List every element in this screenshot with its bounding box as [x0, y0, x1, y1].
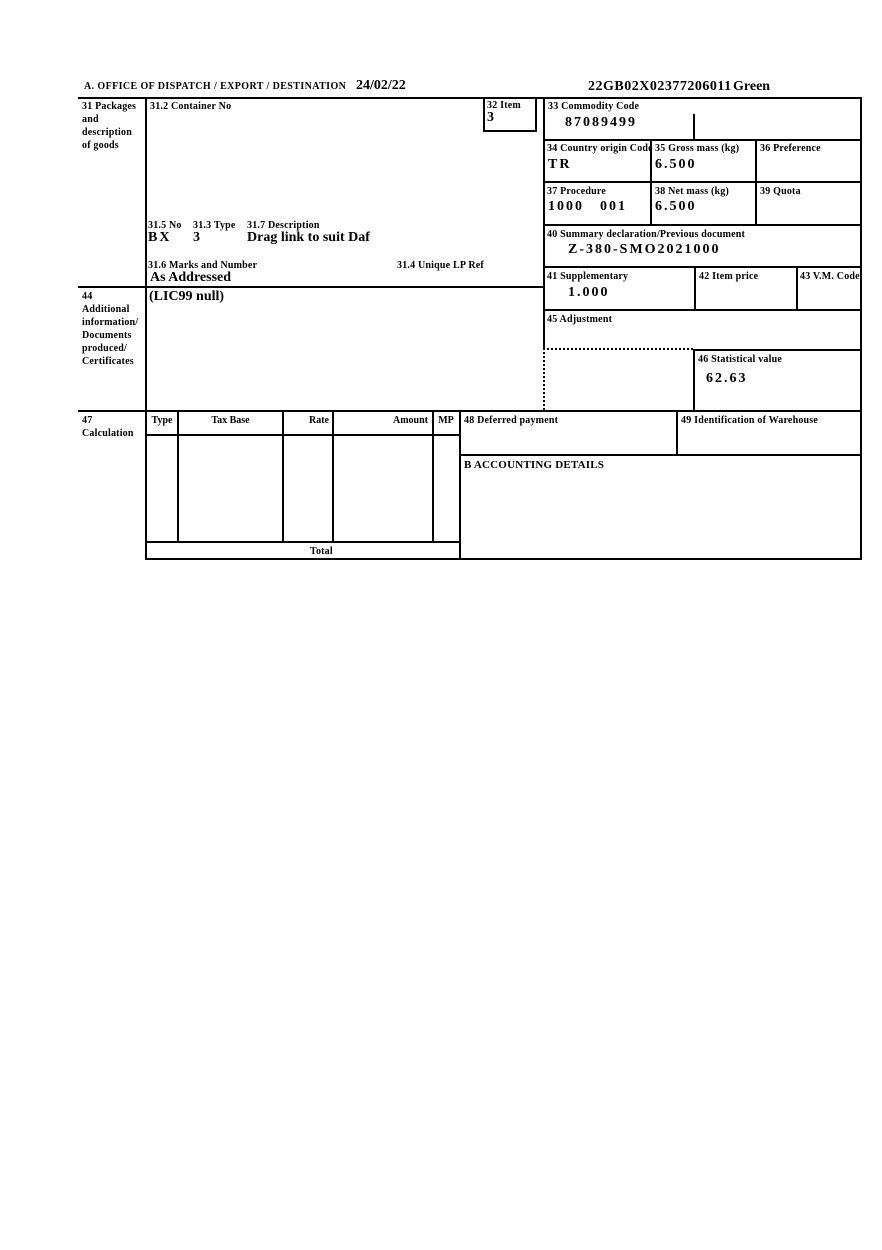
item-no-label: 32 Item	[487, 100, 521, 111]
marks-label: 31.6 Marks and Number	[148, 260, 258, 271]
box31-side-label: 31 Packages and description of goods	[82, 101, 137, 151]
accounting-details-label: B ACCOUNTING DETAILS	[464, 459, 605, 471]
container-no-label: 31.2 Container No	[150, 101, 232, 112]
line-bottom	[145, 558, 862, 560]
line-commodity-subdivision	[693, 114, 695, 139]
calc-total-label: Total	[310, 546, 333, 557]
statistical-value-label: 46 Statistical value	[698, 354, 782, 365]
line-box46-top	[693, 349, 862, 351]
line-table-header-bottom	[145, 434, 461, 436]
commodity-code-value: 87089499	[565, 115, 637, 130]
warehouse-id-label: 49 Identification of Warehouse	[681, 415, 819, 426]
additional-info-value: (LIC99 null)	[149, 289, 225, 304]
line-dotted-left	[543, 348, 545, 410]
office-of-dispatch-title: A. OFFICE OF DISPATCH / EXPORT / DESTINATION	[84, 81, 347, 92]
line-under-box37-39	[543, 224, 862, 226]
gross-mass-label: 35 Gross mass (kg)	[655, 143, 740, 154]
line-box46-left	[693, 349, 695, 410]
item-no-value: 3	[487, 110, 496, 125]
supplementary-label: 41 Supplementary	[547, 271, 629, 282]
preference-label: 36 Preference	[760, 143, 821, 154]
line-col-amount	[432, 410, 434, 542]
calc-header-type: Type	[151, 415, 173, 426]
country-origin-value: TR	[548, 157, 572, 172]
net-mass-label: 38 Net mass (kg)	[655, 186, 730, 197]
unique-lp-ref-label: 31.4 Unique LP Ref	[397, 260, 484, 271]
statistical-value-value: 62.63	[706, 371, 748, 386]
box44-side-label: 44 Additional information/ Documents produced/ Certificates	[82, 291, 139, 367]
supplementary-value: 1.000	[568, 285, 610, 300]
adjustment-label: 45 Adjustment	[547, 314, 613, 325]
routing-status: Green	[733, 79, 771, 94]
line-right	[860, 97, 862, 560]
calc-header-rate: Rate	[309, 415, 329, 426]
package-no-label: 31.5 No	[148, 220, 182, 231]
line-under-box41-43	[543, 309, 862, 311]
line-col-41-42	[694, 266, 696, 309]
line-dotted-top	[543, 348, 693, 350]
line-top	[78, 97, 862, 99]
item-price-label: 42 Item price	[699, 271, 759, 282]
quota-label: 39 Quota	[760, 186, 801, 197]
line-box44-box47	[78, 410, 862, 412]
box47-side-label: 47 Calculation	[82, 415, 134, 439]
net-mass-value: 6.500	[655, 199, 697, 214]
previous-document-label: 40 Summary declaration/Previous document	[547, 229, 746, 240]
package-no-value: BX	[148, 230, 172, 245]
line-col-rate	[332, 410, 334, 542]
commodity-code-label: 33 Commodity Code	[548, 101, 640, 112]
country-origin-label: 34 Country origin Code	[547, 143, 653, 154]
procedure-value-1: 1000	[548, 199, 584, 214]
line-under-box34-36	[543, 181, 862, 183]
declaration-date: 24/02/22	[356, 78, 406, 93]
marks-value: As Addressed	[150, 270, 232, 285]
line-table-bottom	[145, 541, 461, 543]
gross-mass-value: 6.500	[655, 157, 697, 172]
calc-header-mp: MP	[438, 415, 454, 426]
line-col-42-43	[796, 266, 798, 309]
description-label: 31.7 Description	[247, 220, 320, 231]
movement-reference-number: 22GB02X02377206011	[588, 79, 732, 94]
line-under-box48-49	[459, 454, 862, 456]
description-value: Drag link to suit Daf	[247, 230, 370, 245]
calc-header-amount: Amount	[392, 415, 428, 426]
line-col-35-36	[755, 139, 757, 224]
line-col-48-49	[676, 410, 678, 456]
line-under-box40	[543, 266, 862, 268]
line-label-column	[145, 97, 147, 560]
line-col-type	[177, 410, 179, 542]
line-col-taxbase	[282, 410, 284, 542]
line-box31-box44	[78, 286, 545, 288]
line-col-mp-right	[459, 410, 461, 560]
package-type-value: 3	[193, 230, 202, 245]
line-under-box33	[543, 139, 862, 141]
procedure-value-2: 001	[600, 199, 627, 214]
calc-header-tax-base: Tax Base	[211, 415, 250, 426]
previous-document-value: Z-380-SMO2021000	[568, 242, 721, 257]
procedure-label: 37 Procedure	[547, 186, 606, 197]
deferred-payment-label: 48 Deferred payment	[464, 415, 559, 426]
package-type-label: 31.3 Type	[193, 220, 236, 231]
vm-code-label: 43 V.M. Code	[800, 271, 860, 282]
